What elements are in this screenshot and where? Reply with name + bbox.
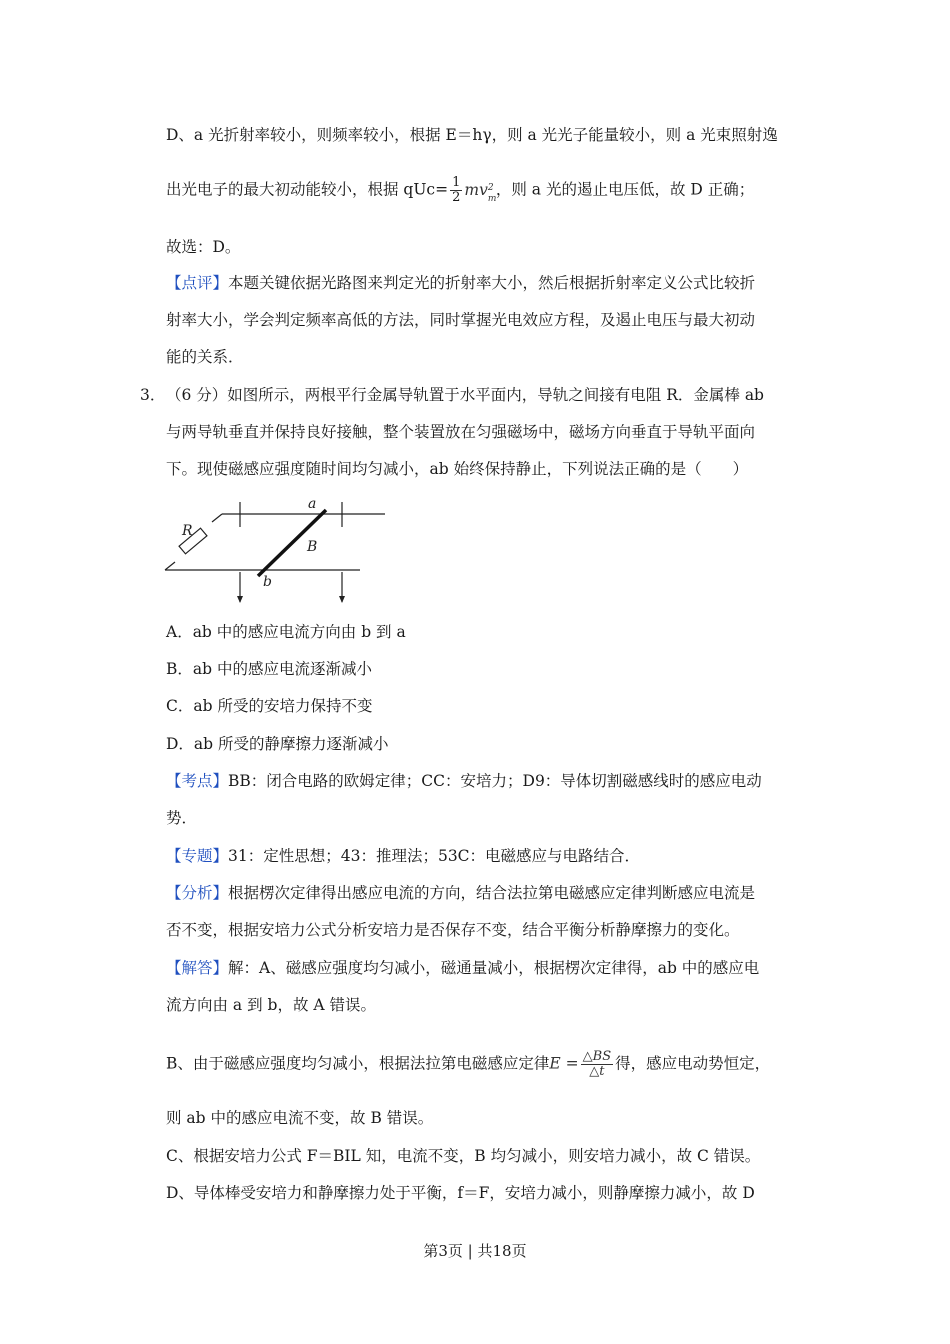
formula-mv — [464, 180, 497, 204]
text-line-with-formula — [166, 176, 754, 205]
fraction-denominator: 2 — [452, 190, 461, 205]
text-line: 则 ab 中的感应电流不变，故 B 错误。 — [166, 1109, 434, 1127]
jieda-line — [166, 957, 759, 979]
text-line: 势． — [166, 809, 198, 827]
circuit-figure — [160, 492, 390, 607]
fraction-denominator: △t — [589, 1064, 605, 1079]
option-c: C．ab 所受的安培力保持不变 — [166, 697, 373, 715]
zhuanti-line — [166, 845, 640, 867]
question-number: 3． — [140, 386, 166, 404]
question-text: 与两导轨垂直并保持良好接触，整个装置放在匀强磁场中，磁场方向垂直于导轨平面向 — [166, 423, 756, 441]
formula-sub: m — [487, 193, 497, 204]
text-span: 31：定性思想；43：推理法；53C：电磁感应与电路结合． — [228, 847, 641, 865]
text-line-with-formula — [166, 1050, 770, 1079]
label-a: a — [308, 496, 317, 512]
tag-kaodian: 【考点】 — [166, 772, 229, 790]
page-footer: 第3页 | 共18页 — [423, 1242, 527, 1260]
fraction-numerator: △BS — [582, 1049, 612, 1064]
text-span: 根据楞次定律得出感应电流的方向，结合法拉第电磁感应定律判断感应电流是 — [228, 884, 756, 902]
formula-mv-base: mv — [464, 180, 488, 199]
tag-jieda: 【解答】 — [166, 959, 229, 977]
text-span: B、由于磁感应强度均匀减小，根据法拉第电磁感应定律 — [166, 1054, 550, 1073]
question-text: 下。现使磁感应强度随时间均匀减小，ab 始终保持静止，下列说法正确的是（ ） — [166, 460, 749, 478]
tag-fenxi: 【分析】 — [166, 884, 229, 902]
text-span: 解：A、磁感应强度均匀减小，磁通量减小，根据楞次定律得，ab 中的感应电 — [228, 959, 760, 977]
text-span: 本题关键依据光路图来判定光的折射率大小，然后根据折射率定义公式比较折 — [228, 274, 756, 292]
tag-zhuanti: 【专题】 — [166, 847, 229, 865]
label-field-B: B — [307, 539, 318, 555]
text-line: 能的关系． — [166, 348, 244, 366]
text-line: C、根据安培力公式 F＝BIL 知，电流不变，B 均匀减小，则安培力减小，故 C 错误。 — [166, 1147, 761, 1165]
review-line — [166, 272, 755, 294]
option-d: D．ab 所受的静摩擦力逐渐减小 — [166, 735, 389, 753]
text-span: 出光电子的最大初动能较小，根据 qUc= — [166, 180, 449, 199]
text-line: 否不变，根据安培力公式分析安培力是否保存不变，结合平衡分析静摩擦力的变化。 — [166, 921, 740, 939]
text-line: D、a 光折射率较小，则频率较小，根据 E＝hγ，则 a 光光子能量较小，则 a 光束照射逸 — [166, 126, 778, 144]
option-b: B．ab 中的感应电流逐渐减小 — [166, 660, 372, 678]
emf-fraction — [581, 1050, 613, 1079]
question-text: （6 分）如图所示，两根平行金属导轨置于水平面内，导轨之间接有电阻 R．金属棒 ab — [166, 386, 764, 404]
text-line: 流方向由 a 到 b，故 A 错误。 — [166, 996, 376, 1014]
text-line: 射率大小，学会判定频率高低的方法，同时掌握光电效应方程，及遏止电压与最大初动 — [166, 311, 756, 329]
label-b: b — [263, 574, 272, 590]
kaodian-line — [166, 770, 762, 792]
text-span: ，则 a 光的遏止电压低，故 D 正确； — [495, 180, 755, 199]
text-line: D、导体棒受安培力和静摩擦力处于平衡，f＝F，安培力减小，则静摩擦力减小，故 D — [166, 1184, 755, 1202]
label-r: R — [182, 523, 193, 539]
tag-dianping: 【点评】 — [166, 274, 229, 292]
text-span: BB：闭合电路的欧姆定律；CC：安培力；D9：导体切割磁感线时的感应电动 — [228, 772, 762, 790]
text-span: 得，感应电动势恒定， — [615, 1054, 771, 1073]
fenxi-line — [166, 882, 755, 904]
fraction-numerator: 1 — [452, 175, 461, 190]
half-fraction — [450, 176, 462, 205]
formula-sup: 2 — [487, 182, 494, 193]
text-line: 故选：D。 — [166, 238, 241, 256]
formula-e-lhs: E = — [549, 1054, 579, 1073]
option-a: A．ab 中的感应电流方向由 b 到 a — [166, 623, 406, 641]
